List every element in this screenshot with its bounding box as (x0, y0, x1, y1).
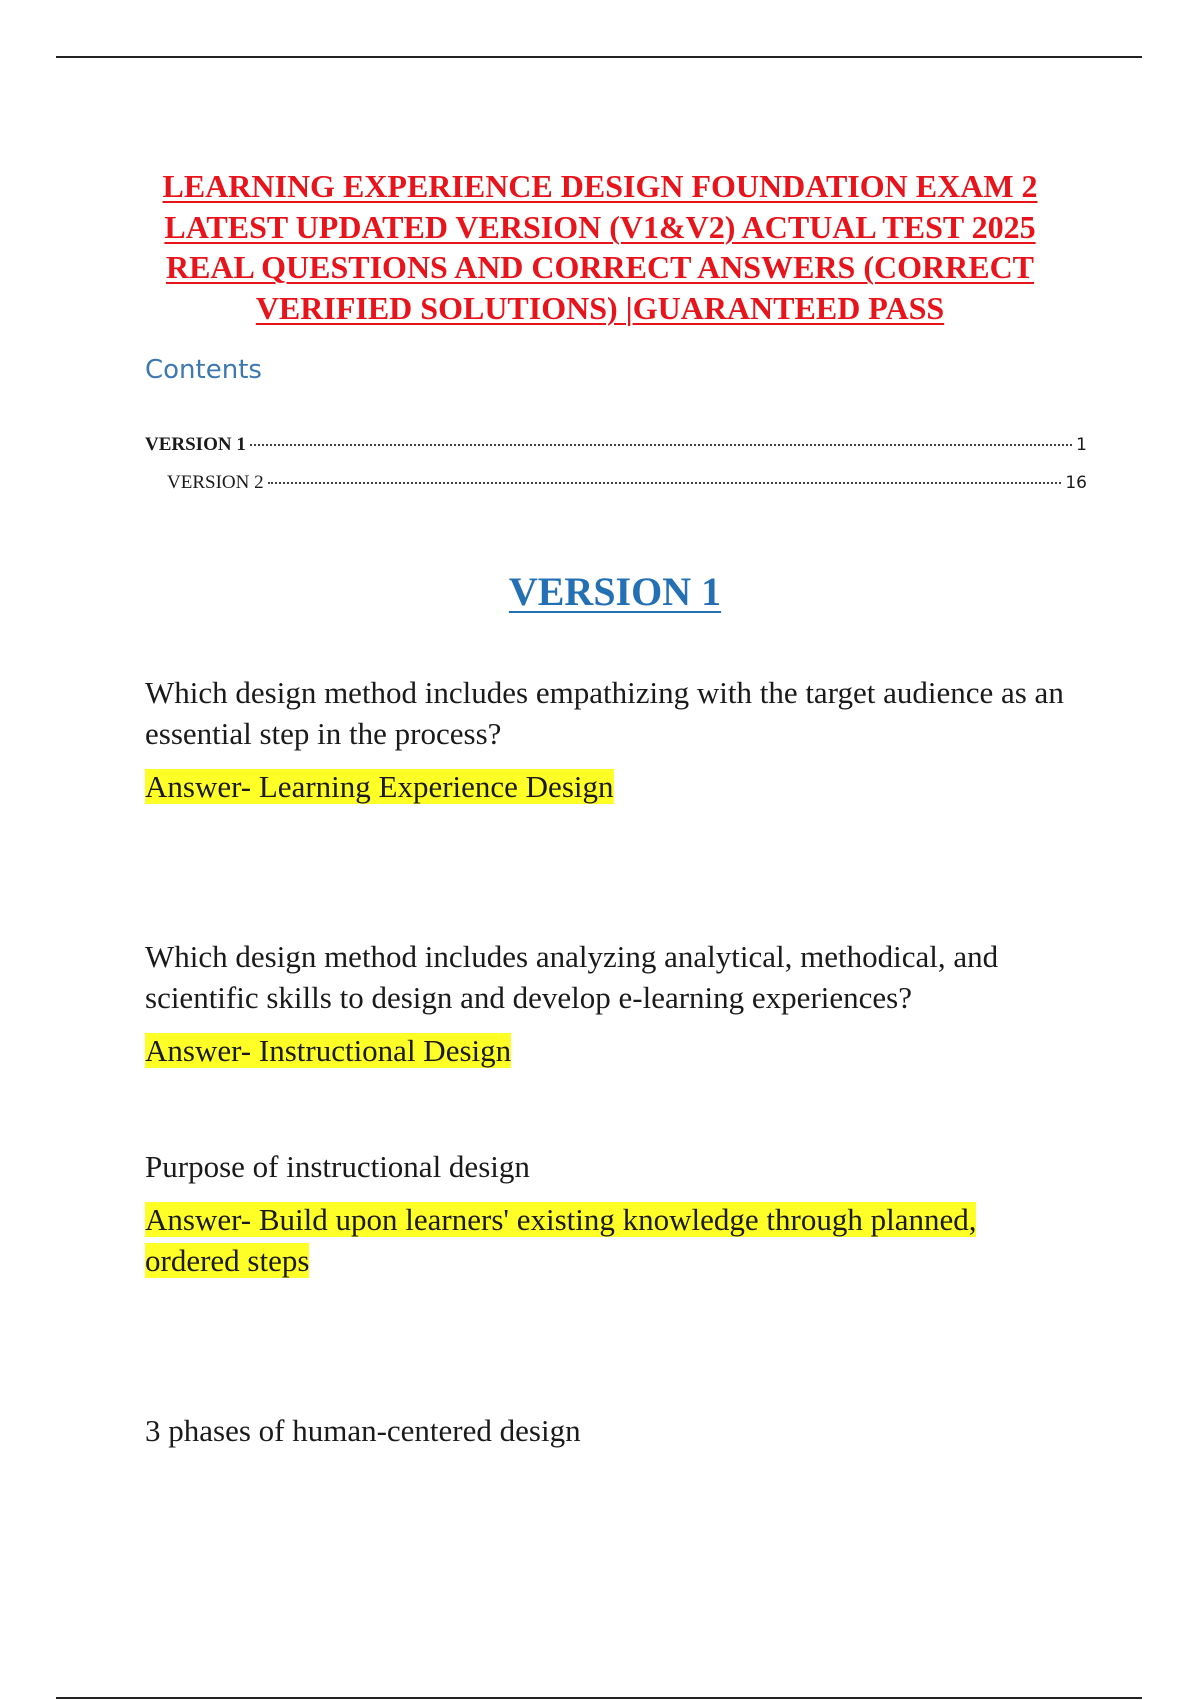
document-title: LEARNING EXPERIENCE DESIGN FOUNDATION EXAM 2 LATEST UPDATED VERSION (V1&V2) ACTUAL TEST 2025 REAL QUESTIONS AND CORRECT ANSWERS (CORRECT VERIFIED SOLUTIONS) |GUARANTEED PASS (162, 168, 1038, 326)
toc-entry-version-2[interactable] (145, 472, 1087, 510)
answer-text (145, 1199, 1075, 1281)
table-of-contents (145, 434, 1087, 510)
toc-entry-version-1[interactable] (145, 434, 1087, 472)
toc-dot-leader (250, 444, 1072, 446)
answer-highlight: Answer- Learning Experience Design (145, 769, 614, 804)
page-top-rule (56, 56, 1142, 58)
answer-highlight: Answer- Build upon learners' existing knowledge through planned, ordered steps (145, 1202, 977, 1278)
qa-item-3 (145, 1146, 1075, 1281)
qa-item-4 (145, 1410, 1075, 1451)
question-text: 3 phases of human-centered design (145, 1413, 581, 1448)
qa-item-2 (145, 936, 1075, 1071)
contents-heading: Contents (145, 355, 262, 385)
answer-text (145, 1030, 1075, 1071)
toc-page-number: 1 (1076, 435, 1087, 455)
question-text: Which design method includes analyzing analytical, methodical, and scientific skills to design and develop e-learning experiences? (145, 939, 999, 1015)
toc-page-number: 16 (1065, 473, 1087, 493)
qa-item-1 (145, 672, 1075, 807)
toc-entry-label: VERSION 1 (145, 434, 246, 455)
answer-highlight: Answer- Instructional Design (145, 1033, 512, 1068)
question-text: Purpose of instructional design (145, 1149, 530, 1184)
answer-text (145, 766, 1075, 807)
toc-entry-label: VERSION 2 (167, 472, 264, 493)
section-heading-version-1: VERSION 1 (508, 569, 722, 614)
question-text: Which design method includes empathizing with the target audience as an essential step in the process? (145, 675, 1064, 751)
toc-dot-leader (268, 482, 1062, 484)
page-bottom-rule (56, 1697, 1142, 1699)
